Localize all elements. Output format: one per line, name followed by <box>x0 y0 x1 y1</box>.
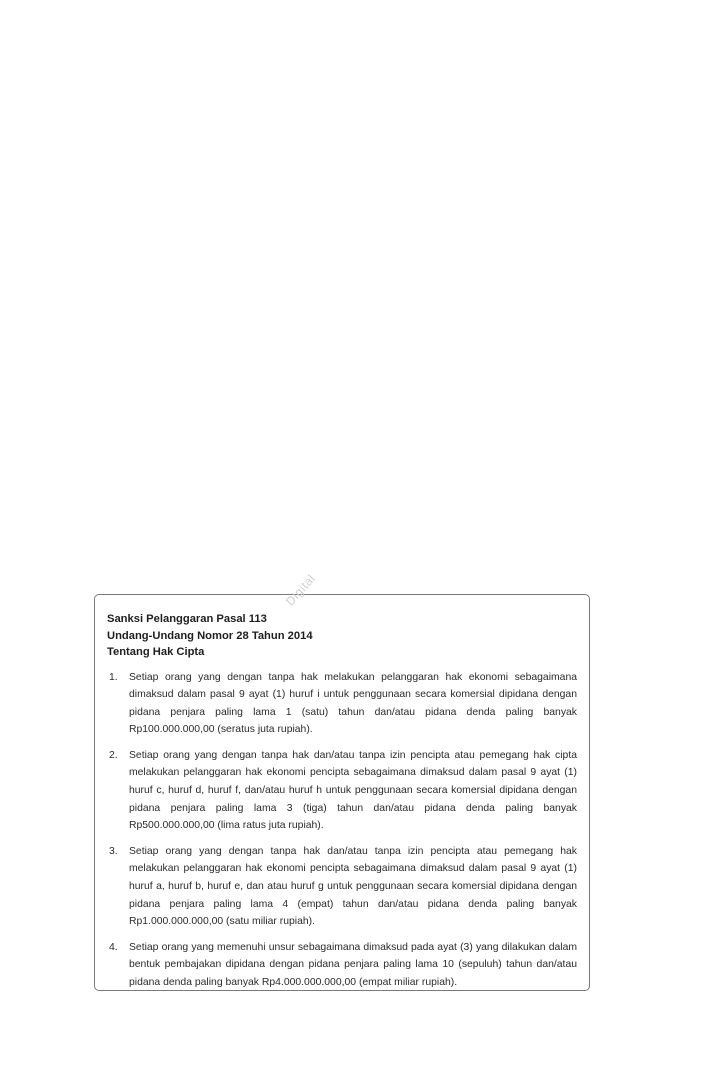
watermark-text: Digital <box>283 571 319 609</box>
list-item <box>107 669 577 739</box>
sanction-list <box>107 669 577 992</box>
list-item-text: Setiap orang yang memenuhi unsur sebagaimana dimaksud pada ayat (3) yang dilakukan dalam bentuk pembajakan dipidana dengan pidana penjara paling lama 10 (sepuluh) tahun dan/atau pidana denda paling banyak Rp4.000.000.000,00 (empat miliar rupiah). <box>129 941 577 988</box>
heading-line-topic: Tentang Hak Cipta <box>107 646 205 658</box>
sanction-heading <box>107 611 577 661</box>
list-item <box>107 939 577 992</box>
heading-line-law: Undang-Undang Nomor 28 Tahun 2014 <box>107 629 313 642</box>
list-item-number: 4. <box>109 941 118 953</box>
copyright-sanction-box <box>94 571 590 991</box>
list-item <box>107 843 577 931</box>
list-item-number: 1. <box>109 671 118 683</box>
list-item-text: Setiap orang yang dengan tanpa hak melakukan pelanggaran hak ekonomi sebagaimana dimaksud dalam pasal 9 ayat (1) huruf i untuk penggunaan secara komersial dipidana dengan pidana penjara paling lama 1 (satu) tahun dan/atau pidana denda paling banyak Rp100.000.000,00 (seratus juta rupiah). <box>129 671 577 736</box>
list-item <box>107 747 577 835</box>
list-item-number: 2. <box>109 749 118 761</box>
list-item-number: 3. <box>109 845 118 857</box>
list-item-text: Setiap orang yang dengan tanpa hak dan/atau tanpa izin pencipta atau pemegang hak melakukan pelanggaran hak ekonomi pencipta sebagaimana dimaksud dalam pasal 9 ayat (1) huruf a, huruf b, huruf e, dan atau huruf g untuk penggunaan secara komersial dipidana dengan pidana penjara paling lama 4 (empat) tahun dan/atau pidana denda paling banyak Rp1.000.000.000,00 (satu miliar rupiah). <box>129 845 577 928</box>
list-item-text: Setiap orang yang dengan tanpa hak dan/atau tanpa izin pencipta atau pemegang hak cipta melakukan pelanggaran hak ekonomi pencipta sebagaimana dimaksud dalam pasal 9 ayat (1) huruf c, huruf d, huruf f, dan/atau huruf h untuk penggunaan secara komersial dipidana dengan pidana penjara paling lama 3 (tiga) tahun dan/atau pidana denda paling banyak Rp500.000.000,00 (lima ratus juta rupiah). <box>129 749 577 832</box>
heading-line-article: Sanksi Pelanggaran Pasal 113 <box>107 613 267 625</box>
